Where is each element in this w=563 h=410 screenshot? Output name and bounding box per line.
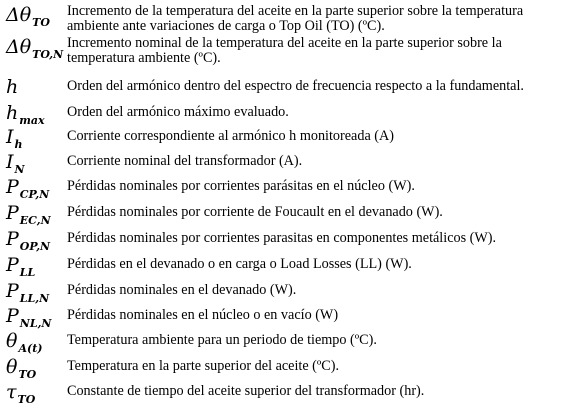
- definition: Incremento nominal de la temperatura del aceite en la parte superior sobre la temperatura ambiente (ºC).: [67, 35, 502, 66]
- definition: Temperatura en la parte superior del aceite (ºC).: [67, 358, 340, 374]
- symbol: $\theta_{TO}$: [6, 356, 37, 381]
- definition: Pérdidas nominales en el núcleo o en vacío (W): [67, 307, 339, 323]
- symbol: h: [6, 76, 19, 98]
- definition: Temperatura ambiente para un periodo de tiempo (ºC).: [67, 332, 377, 348]
- symbol: $I_h$: [6, 126, 23, 151]
- definition: Pérdidas nominales por corrientes parasitas en componentes metálicos (W).: [67, 230, 497, 246]
- symbol: $P_{NL,N}$: [6, 305, 52, 330]
- definition: Pérdidas nominales por corriente de Foucault en el devanado (W).: [67, 204, 443, 220]
- definition: Constante de tiempo del aceite superior del transformador (hr).: [67, 383, 425, 399]
- definition: Pérdidas en el devanado o en carga o Load Losses (LL) (W).: [67, 256, 412, 272]
- definition: Corriente correspondiente al armónico h monitoreada (A): [67, 128, 394, 144]
- definition: Incremento de la temperatura del aceite en la parte superior sobre la temperatura ambiente ante variaciones de carga o Top Oil (TO) (ºC).: [67, 3, 524, 34]
- symbol: $\Delta\theta_{TO}$: [6, 4, 50, 29]
- definition: Corriente nominal del transformador (A).: [67, 153, 303, 169]
- symbol: $I_N$: [6, 151, 25, 176]
- symbol: $\tau_{TO}$: [6, 381, 36, 406]
- symbol: $P_{EC,N}$: [6, 202, 51, 227]
- symbol: $P_{LL,N}$: [6, 280, 50, 305]
- symbol: $h_{max}$: [6, 102, 45, 127]
- symbol: $P_{CP,N}$: [6, 176, 50, 201]
- symbol: $P_{LL}$: [6, 254, 36, 279]
- symbol: $P_{OP,N}$: [6, 228, 51, 253]
- definition: Orden del armónico máximo evaluado.: [67, 104, 289, 120]
- symbol: $\Delta\theta_{TO,N}$: [6, 36, 64, 61]
- definition: Pérdidas nominales por corrientes parásitas en el núcleo (W).: [67, 178, 415, 194]
- definition: Pérdidas nominales en el devanado (W).: [67, 282, 297, 298]
- symbol: $\theta_{A(t)}$: [6, 330, 43, 355]
- definition: Orden del armónico dentro del espectro de frecuencia respecto a la fundamental.: [67, 78, 524, 94]
